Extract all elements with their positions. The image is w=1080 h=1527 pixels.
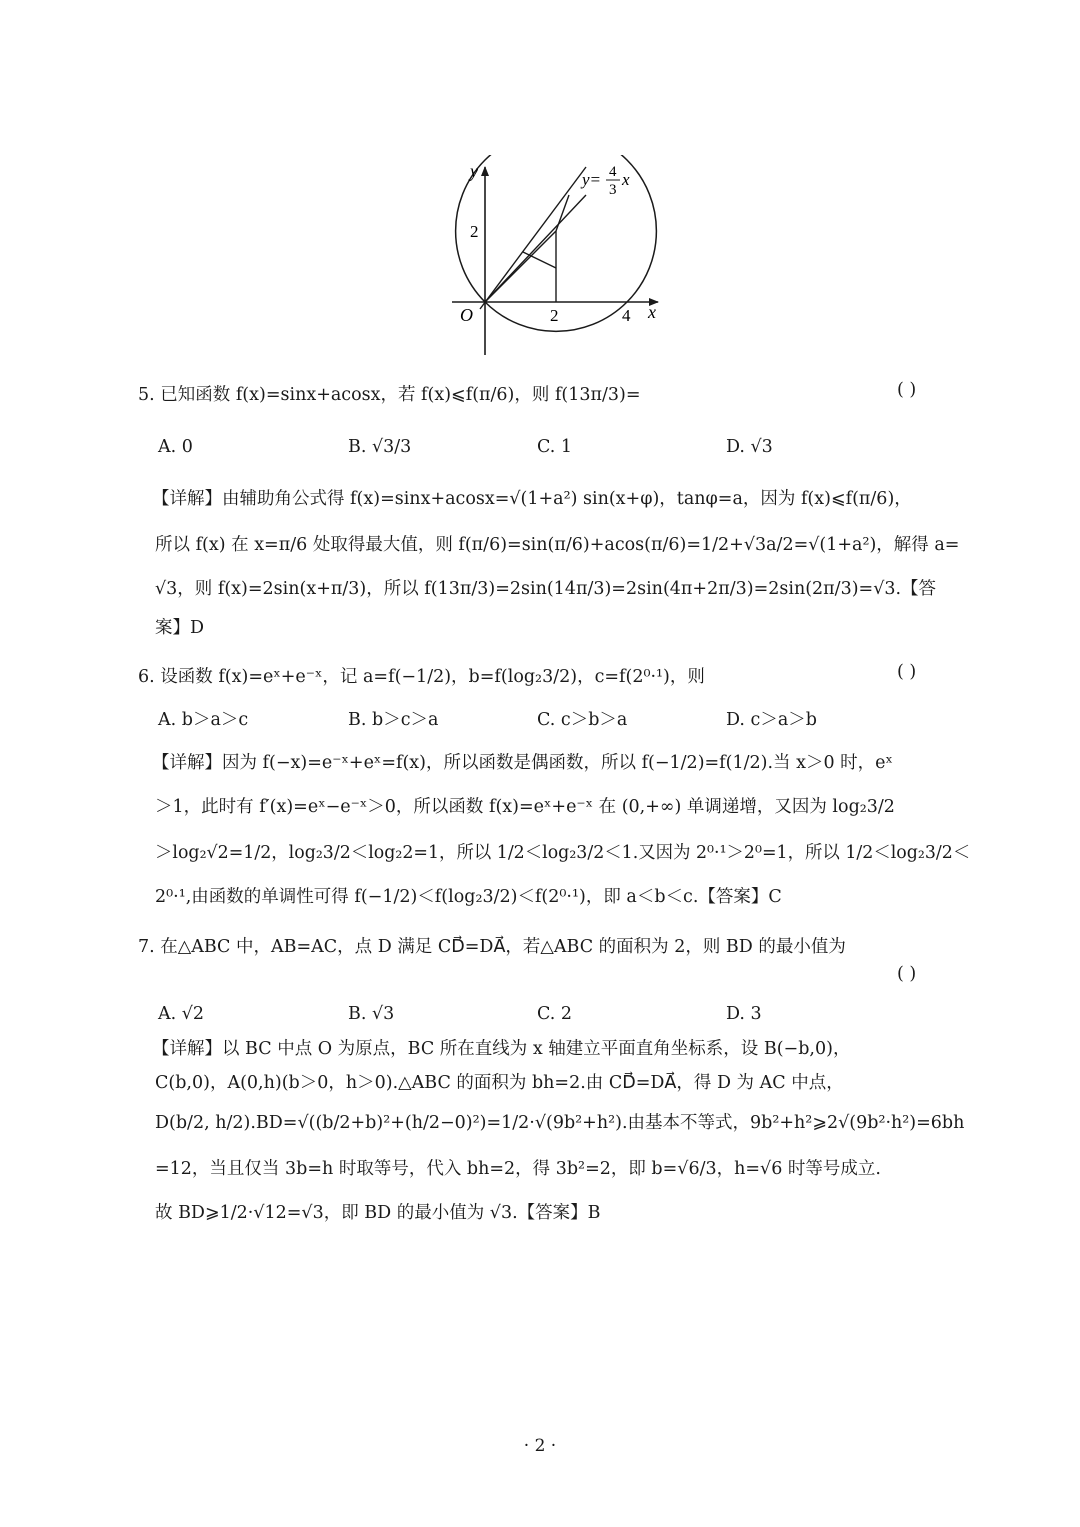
label-y: y xyxy=(470,161,478,181)
coordinate-figure xyxy=(440,155,680,365)
q6-stem-text: 6. 设函数 f(x)=eˣ+e⁻ˣ，记 a=f(−1/2)，b=f(log₂3/2)，c=f(2⁰·¹)，则 xyxy=(138,667,705,687)
q5-option-c: C. 1 xyxy=(537,437,573,457)
line-label-prefix: y= xyxy=(582,170,602,189)
q5-explain-3: √3，则 f(x)=2sin(x+π/3)，所以 f(13π/3)=2sin(14π/3)=2sin(4π+2π/3)=2sin(2π/3)=√3.【答 xyxy=(155,579,937,599)
label-x: x xyxy=(648,302,656,322)
q7-explain-4: =12，当且仅当 3b=h 时取等号，代入 bh=2，得 3b²=2，即 b=√6/3，h=√6 时等号成立. xyxy=(155,1159,881,1179)
q7-explain-1: 【详解】以 BC 中点 O 为原点，BC 所在直线为 x 轴建立平面直角坐标系，设 B(−b,0)， xyxy=(152,1039,851,1059)
q6-explain-4: 2⁰·¹,由函数的单调性可得 f(−1/2)＜f(log₂3/2)＜f(2⁰·¹)，即 a＜b＜c.【答案】C xyxy=(155,887,782,907)
q7-answer-paren: ( ) xyxy=(897,964,917,984)
q5-answer-paren: ( ) xyxy=(897,380,917,400)
line-label-var: x xyxy=(622,170,630,189)
q5-option-b: B. √3/3 xyxy=(348,437,412,457)
tick-2-x: 2 xyxy=(550,306,559,325)
tick-4-x: 4 xyxy=(622,306,631,325)
q7-option-d: D. 3 xyxy=(726,1004,762,1024)
q7-option-c: C. 2 xyxy=(537,1004,573,1024)
q6-option-a: A. b＞a＞c xyxy=(158,710,249,730)
q5-explain-2: 所以 f(x) 在 x=π/6 处取得最大值，则 f(π/6)=sin(π/6)+acos(π/6)=1/2+√3a/2=√(1+a²)，解得 a= xyxy=(155,535,960,555)
q5-explain-4: 案】D xyxy=(155,618,205,638)
label-origin: O xyxy=(460,305,473,325)
q6-stem xyxy=(138,662,705,692)
q6-option-c: C. c＞b＞a xyxy=(537,710,628,730)
q6-explain-2: ＞1，此时有 f′(x)=eˣ−e⁻ˣ＞0，所以函数 f(x)=eˣ+e⁻ˣ 在 (0,+∞) 单调递增，又因为 log₂3/2 xyxy=(155,797,895,817)
line-label-den: 3 xyxy=(609,182,617,198)
q6-answer-paren: ( ) xyxy=(897,662,917,682)
q5-stem-text: 5. 已知函数 f(x)=sinx+acosx，若 f(x)⩽f(π/6)，则 f(13π/3)= xyxy=(138,385,641,405)
q7-explain-2: C(b,0)，A(0,h)(b＞0，h＞0).△ABC 的面积为 bh=2.由 CD⃗=DA⃗，得 D 为 AC 中点， xyxy=(155,1073,844,1093)
q6-option-d: D. c＞a＞b xyxy=(726,710,817,730)
q7-explain-3: D(b/2, h/2).BD=√((b/2+b)²+(h/2−0)²)=1/2·√(9b²+h²).由基本不等式，9b²+h²⩾2√(9b²·h²)=6bh xyxy=(155,1113,965,1133)
q5-explain-1: 【详解】由辅助角公式得 f(x)=sinx+acosx=√(1+a²) sin(x+φ)，tanφ=a，因为 f(x)⩽f(π/6)， xyxy=(152,489,912,509)
q7-option-a: A. √2 xyxy=(158,1004,205,1024)
line-label xyxy=(580,170,601,189)
q7-explain-5: 故 BD⩾1/2·√12=√3，即 BD 的最小值为 √3.【答案】B xyxy=(155,1203,601,1223)
q6-explain-3: ＞log₂√2=1/2，log₂3/2＜log₂2=1，所以 1/2＜log₂3/2＜1.又因为 2⁰·¹＞2⁰=1，所以 1/2＜log₂3/2＜ xyxy=(155,843,971,863)
tick-2-y: 2 xyxy=(470,222,479,241)
q5-option-a: A. 0 xyxy=(158,437,193,457)
q7-option-b: B. √3 xyxy=(348,1004,395,1024)
page-number: · 2 · xyxy=(523,1436,557,1456)
segment-perp-2 xyxy=(485,195,586,302)
q6-explain-1: 【详解】因为 f(−x)=e⁻ˣ+eˣ=f(x)，所以函数是偶函数，所以 f(−1/2)=f(1/2).当 x＞0 时，eˣ xyxy=(152,753,893,773)
line-y-4-3-x xyxy=(480,167,586,309)
q7-stem xyxy=(138,932,846,962)
q7-stem-text: 7. 在△ABC 中，AB=AC，点 D 满足 CD⃗=DA⃗，若△ABC 的面积为 2，则 BD 的最小值为 xyxy=(138,937,846,957)
q5-option-d: D. √3 xyxy=(726,437,773,457)
q5-stem xyxy=(138,380,641,410)
line-label-num: 4 xyxy=(609,164,617,180)
q6-option-b: B. b＞c＞a xyxy=(348,710,439,730)
